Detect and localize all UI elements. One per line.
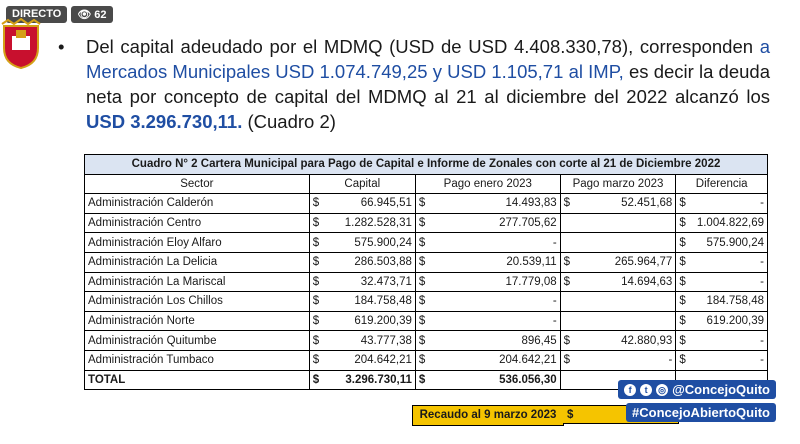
table-row — [85, 350, 768, 370]
sector-cell: Administración Quitumbe — [85, 331, 310, 351]
table-row — [85, 331, 768, 351]
enero-cell: $ 14.493,83 — [415, 194, 560, 214]
bullet-icon: • — [58, 36, 65, 57]
table-row — [85, 272, 768, 292]
sector-cell: Administración Norte — [85, 311, 310, 331]
instagram-icon: ◎ — [656, 384, 668, 396]
enero-cell: $ - — [415, 292, 560, 312]
social-handle — [618, 380, 776, 399]
recaudo-value: $ — [563, 405, 679, 424]
capital-cell: $ 286.503,88 — [309, 252, 415, 272]
enero-cell: $ 17.779,08 — [415, 272, 560, 292]
capital-cell: $ 204.642,21 — [309, 350, 415, 370]
enero-cell: $ 20.539,11 — [415, 252, 560, 272]
enero-cell: $ 536.056,30 — [415, 370, 560, 390]
header-enero: Pago enero 2023 — [415, 174, 560, 194]
marzo-cell — [560, 213, 676, 233]
eye-icon: 👁 — [77, 9, 92, 21]
table-row — [85, 252, 768, 272]
capital-cell: $ 575.900,24 — [309, 233, 415, 253]
sector-cell: Administración Calderón — [85, 194, 310, 214]
sector-cell: Administración La Delicia — [85, 252, 310, 272]
sector-cell: TOTAL — [85, 370, 310, 390]
header-diferencia: Diferencia — [676, 174, 768, 194]
header-sector: Sector — [85, 174, 310, 194]
sector-cell: Administración La Mariscal — [85, 272, 310, 292]
diferencia-cell: $ 184.758,48 — [676, 292, 768, 312]
twitter-icon: t — [640, 384, 652, 396]
sector-cell: Administración Centro — [85, 213, 310, 233]
diferencia-cell: $ - — [676, 272, 768, 292]
enero-cell: $ 277.705,62 — [415, 213, 560, 233]
social-handle-text: @ConcejoQuito — [672, 382, 770, 397]
quito-crest-logo — [0, 18, 42, 70]
table-row — [85, 213, 768, 233]
enero-cell: $ 204.642,21 — [415, 350, 560, 370]
paragraph-text-3: (Cuadro 2) — [242, 111, 336, 132]
table-row — [85, 311, 768, 331]
recaudo-label: Recaudo al 9 marzo 2023 — [412, 405, 564, 426]
paragraph-text-highlight: a Mercados Municipales USD 1.074.749,25 y USD 1.105,71 al IMP, — [86, 36, 770, 82]
summary-paragraph — [60, 34, 770, 134]
marzo-cell: $ 14.694,63 — [560, 272, 676, 292]
marzo-cell: $ 52.451,68 — [560, 194, 676, 214]
view-count: 62 — [94, 8, 107, 21]
capital-cell: $ 43.777,38 — [309, 331, 415, 351]
capital-cell: $ 184.758,48 — [309, 292, 415, 312]
enero-cell: $ - — [415, 311, 560, 331]
marzo-cell: $ 265.964,77 — [560, 252, 676, 272]
marzo-cell — [560, 311, 676, 331]
view-counter — [71, 6, 112, 23]
capital-cell: $ 619.200,39 — [309, 311, 415, 331]
enero-cell: $ 896,45 — [415, 331, 560, 351]
diferencia-cell: $ 1.004.822,69 — [676, 213, 768, 233]
sector-cell: Administración Tumbaco — [85, 350, 310, 370]
paragraph-total: USD 3.296.730,11. — [86, 111, 243, 132]
diferencia-cell: $ - — [676, 252, 768, 272]
capital-cell: $ 32.473,71 — [309, 272, 415, 292]
diferencia-cell: $ - — [676, 331, 768, 351]
table-row — [85, 194, 768, 214]
capital-cell: $ 1.282.528,31 — [309, 213, 415, 233]
paragraph-text-1: Del capital adeudado por el MDMQ (USD de USD 4.408.330,78), corresponden — [86, 36, 760, 57]
live-badge: DIRECTO — [6, 6, 67, 23]
diferencia-cell: $ 619.200,39 — [676, 311, 768, 331]
hashtag: #ConcejoAbiertoQuito — [626, 403, 776, 422]
capital-cell: $ 3.296.730,11 — [309, 370, 415, 390]
marzo-cell: $ 42.880,93 — [560, 331, 676, 351]
diferencia-cell: $ - — [676, 194, 768, 214]
marzo-cell: $ - — [560, 350, 676, 370]
capital-cell: $ 66.945,51 — [309, 194, 415, 214]
diferencia-cell: $ 575.900,24 — [676, 233, 768, 253]
paragraph-text-2: es decir la deuda neta por concepto de capital del MDMQ al 21 al diciembre del 2022 alcanzó los — [86, 61, 770, 107]
marzo-cell — [560, 233, 676, 253]
sector-cell: Administración Eloy Alfaro — [85, 233, 310, 253]
cartera-table — [84, 154, 768, 390]
enero-cell: $ - — [415, 233, 560, 253]
header-capital: Capital — [309, 174, 415, 194]
sector-cell: Administración Los Chillos — [85, 292, 310, 312]
table-row — [85, 233, 768, 253]
diferencia-cell: $ - — [676, 350, 768, 370]
table-caption: Cuadro N° 2 Cartera Municipal para Pago de Capital e Informe de Zonales con corte al 21 de Diciembre 2022 — [85, 155, 768, 175]
facebook-icon: f — [624, 384, 636, 396]
marzo-cell — [560, 292, 676, 312]
table-row — [85, 292, 768, 312]
header-marzo: Pago marzo 2023 — [560, 174, 676, 194]
